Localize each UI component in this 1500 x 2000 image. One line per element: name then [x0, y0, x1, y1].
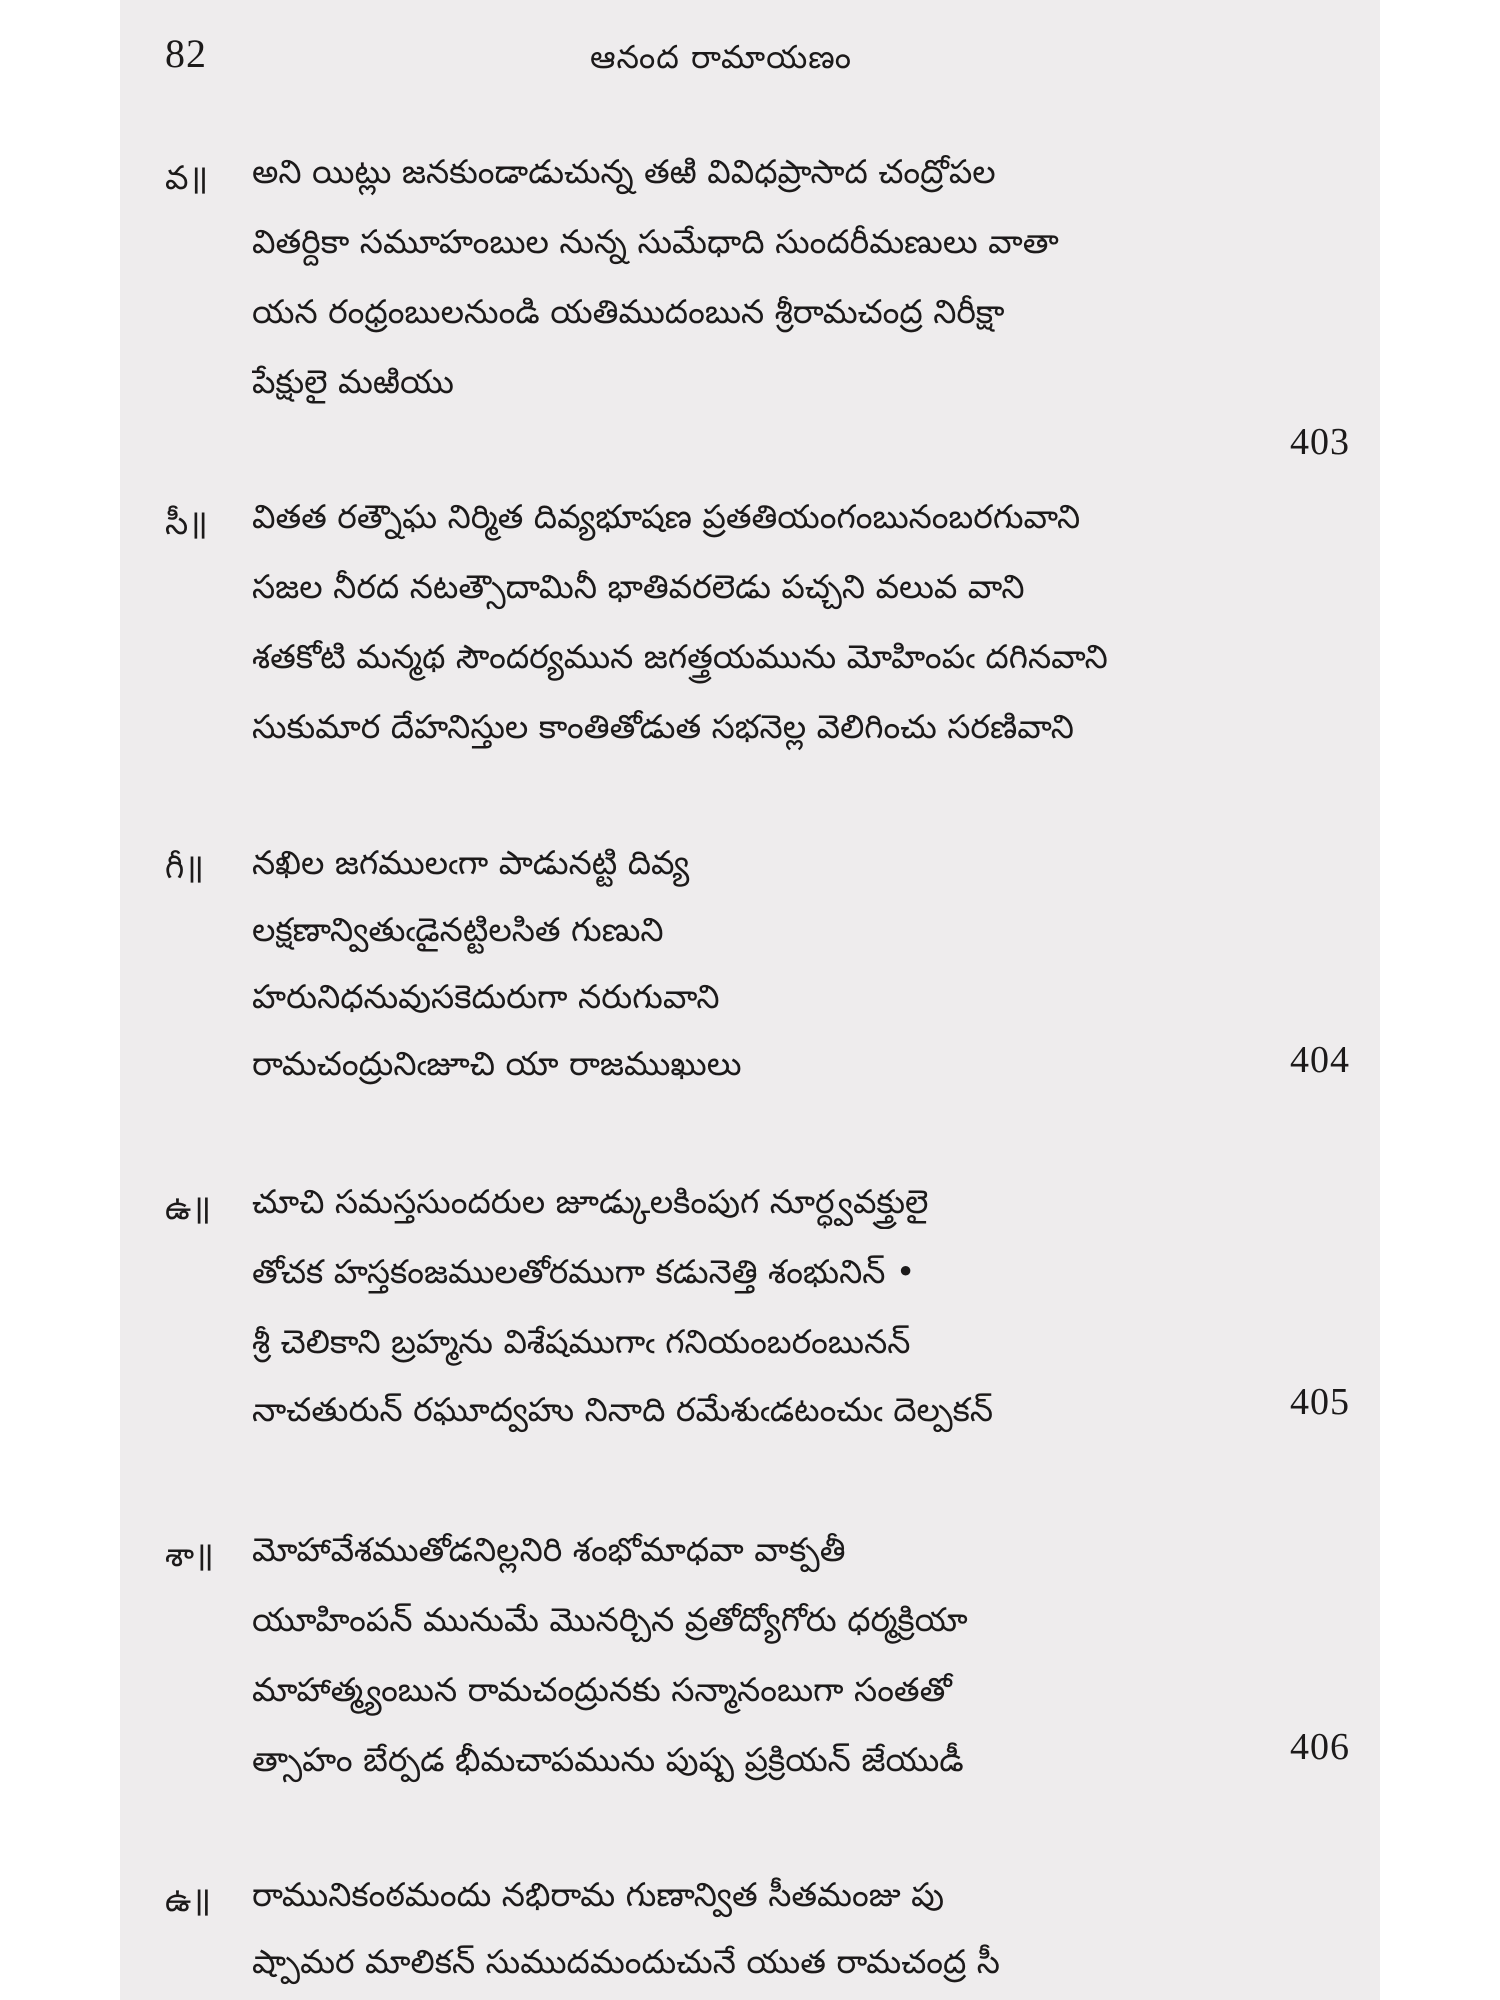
- verse-marker: వ॥: [165, 158, 209, 197]
- verse-line: లక్షణాన్వితుఁడైనట్టిలసిత గుణుని: [252, 910, 664, 949]
- verse-line: తోచక హస్తకంజములతోరముగా కడునెత్తి శంభునిన్ •: [252, 1252, 916, 1291]
- verse-line: ష్పామర మాలికన్ సుముదమందుచునే యుత రామచంద్ర సీ: [252, 1942, 1000, 1981]
- verse-line: యూహింపన్ మునుమే మొనర్చిన వ్రతోద్యోగోరు ధర్మక్రియా: [252, 1600, 968, 1639]
- verse-marker: శా॥: [165, 1535, 214, 1574]
- verse-line: మాహాత్మ్యంబున రామచంద్రునకు సన్మానంబుగా సంతతో: [252, 1670, 952, 1709]
- verse-line: హరునిధనువుసకెదురుగా నరుగువాని: [252, 977, 720, 1016]
- verse-marker: సీ॥: [165, 503, 208, 542]
- verse-line: సజల నీరద నటత్సౌదామినీ భాతివరలెడు పచ్చని వలువ వాని: [252, 567, 1025, 606]
- verse-line: పేక్షులై మఱియు: [252, 362, 454, 401]
- page-title: ఆనంద రామాయణం: [590, 38, 852, 76]
- verse-number: 405: [1290, 1381, 1350, 1423]
- verse-line: సుకుమార దేహనిస్తుల కాంతితోడుత సభనెల్ల వెలిగించు సరణివాని: [252, 707, 1074, 746]
- verse-line: నఖిల జగములఁగా పాడునట్టి దివ్య: [252, 843, 690, 882]
- verse-marker: గీ॥: [165, 847, 205, 886]
- verse-line: త్సాహం బేర్పడ భీమచాపమును పుష్ప ప్రక్రియన్ జేయుడీ: [252, 1740, 964, 1779]
- verse-number: 406: [1290, 1726, 1350, 1768]
- verse-line: శతకోటి మన్మథ సౌందర్యమున జగత్త్రయమును మోహింపఁ దగినవాని: [252, 637, 1108, 676]
- verse-line: శ్రీ చెలికాని బ్రహ్మను విశేషముగాఁ గనియంబరంబునన్: [252, 1322, 911, 1361]
- verse-line: రామునికంఠమందు నభిరామ గుణాన్విత సీతమంజు పు: [252, 1875, 945, 1914]
- verse-marker: ఉ॥: [165, 1188, 212, 1227]
- verse-line: యన రంధ్రంబులనుండి యతిముదంబున శ్రీరామచంద్ర నిరీక్షా: [252, 292, 1005, 331]
- verse-line: వితర్దికా సమూహంబుల నున్న సుమేధాది సుందరీమణులు వాతా: [252, 222, 1059, 261]
- verse-line: రామచంద్రునిఁజూచి యా రాజముఖులు: [252, 1044, 742, 1083]
- verse-line: చూచి సమస్తసుందరుల జూడ్కులకింపుగ నూర్ధ్వవక్త్రులై: [252, 1182, 929, 1221]
- verse-line: అని యిట్లు జనకుండాడుచున్న తఱి వివిధప్రాసాద చంద్రోపల: [252, 152, 996, 191]
- page-number: 82: [165, 31, 207, 76]
- verse-marker: ఉ॥: [165, 1880, 212, 1919]
- verse-number: 403: [1290, 421, 1350, 463]
- verse-line: నాచతురున్ రఘూద్వహు నినాది రమేశుఁడటంచుఁ దెల్పకన్: [252, 1390, 994, 1429]
- verse-number: 404: [1290, 1039, 1350, 1081]
- verse-line: వితత రత్నౌఘ నిర్మిత దివ్యభూషణ ప్రతతియంగంబునంబరగువాని: [252, 497, 1081, 536]
- verse-line: మోహావేశముతోడనిల్లనిరి శంభోమాధవా వాక్పతీ: [252, 1530, 846, 1569]
